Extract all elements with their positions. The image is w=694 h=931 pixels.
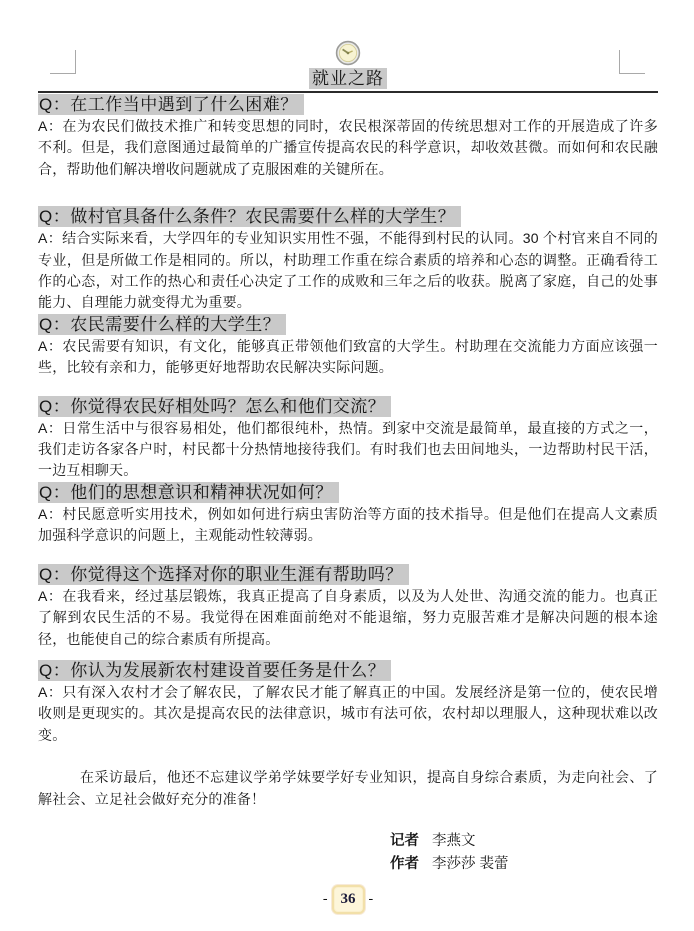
author-label: 作者 <box>390 856 419 873</box>
question-text: Q：你觉得这个选择对你的职业生涯有帮助吗？ <box>38 564 409 585</box>
reporter-name: 李燕文 <box>432 833 476 850</box>
bylines <box>390 830 658 876</box>
text-boundary-mark-top-left <box>50 50 76 74</box>
qa-block-3 <box>38 314 658 379</box>
text-boundary-mark-top-right <box>619 50 645 74</box>
author-byline <box>390 853 658 876</box>
page-number-stamp <box>332 885 365 914</box>
answer-text: A：农民需要有知识，有文化，能够真正带领他们致富的大学生。村助理在交流能力方面应该强一些，比较有亲和力，能够更好地帮助农民解决实际问题。 <box>38 337 658 376</box>
answer-text: A：村民愿意听实用技术，例如如何进行病虫害防治等方面的技术指导。但是他们在提高人文素质加强科学意识的问题上，主观能动性较薄弱。 <box>38 505 658 544</box>
question-text: Q：做村官具备什么条件？农民需要什么样的大学生？ <box>38 206 461 227</box>
question-text: Q：他们的思想意识和精神状况如何？ <box>38 482 339 503</box>
qa-block-5 <box>38 482 658 547</box>
page-number: 36 <box>340 891 356 908</box>
qa-block-7 <box>38 660 658 746</box>
answer-text: A：只有深入农村才会了解农民，了解农民才能了解真正的中国。发展经济是第一位的，使农民增收则是更现实的。其次是提高农民的法律意识，城市有法可依，农村却以理服人，这种现状难以改变。 <box>38 683 658 743</box>
answer-text: A：日常生活中与很容易相处，他们都很纯朴，热情。到家中交流是最简单，最直接的方式之一，我们走访各家各户时，村民都十分热情地接待我们。有时我们也去田间地头，一边帮助村民干活，一边互相聊天。 <box>38 419 658 479</box>
answer-text: A：结合实际来看，大学四年的专业知识实用性不强，不能得到村民的认同。30 个村官来自不同的专业，但是所做工作是相同的。所以，村助理工作重在综合素质的培养和心态的调整。正确看待工作的心态，对工作的热心和责任心决定了工作的成败和三年之后的收获。脱离了家庭，自己的处事能力、自理能力就变得尤为重要。 <box>38 230 658 311</box>
qa-block-1 <box>38 94 658 180</box>
question-text: Q：农民需要什么样的大学生？ <box>38 314 286 335</box>
qa-block-2 <box>38 206 658 314</box>
clock-icon <box>38 40 658 67</box>
question-text: Q：在工作当中遇到了什么困难？ <box>38 94 304 115</box>
qa-block-6 <box>38 564 658 650</box>
page-header <box>38 40 658 93</box>
question-text: Q：你觉得农民好相处吗？怎么和他们交流？ <box>38 396 391 417</box>
page-title: 就业之路 <box>309 68 387 89</box>
page-footer <box>38 885 658 914</box>
closing-paragraph: 在采访最后，他还不忘建议学弟学妹要学好专业知识，提高自身综合素质，为走向社会、了解社会、立足社会做好充分的准备！ <box>38 769 658 808</box>
question-text: Q：你认为发展新农村建设首要任务是什么？ <box>38 660 391 681</box>
page-number-dash-left: - <box>322 891 328 907</box>
answer-text: A：在为农民们做技术推广和转变思想的同时，农民根深蒂固的传统思想对工作的开展造成了许多不利。但是，我们意图通过最简单的广播宣传提高农民的科学意识，却收效甚微。而如何和农民融合，帮助他们解决增收问题就成了克服困难的关键所在。 <box>38 118 658 177</box>
article-body <box>38 94 658 876</box>
reporter-byline <box>390 830 658 853</box>
answer-text: A：在我看来，经过基层锻炼，我真正提高了自身素质，以及为人处世、沟通交流的能力。也真正了解到农民生活的不易。我觉得在困难面前绝对不能退缩，努力克服苦难才是解决问题的根本途径，也能使自己的综合素质有所提高。 <box>38 587 658 647</box>
reporter-label: 记者 <box>390 833 419 850</box>
page-number-dash-right: - <box>368 891 374 907</box>
qa-block-4 <box>38 396 658 482</box>
author-names: 李莎莎 裴蕾 <box>432 856 509 873</box>
